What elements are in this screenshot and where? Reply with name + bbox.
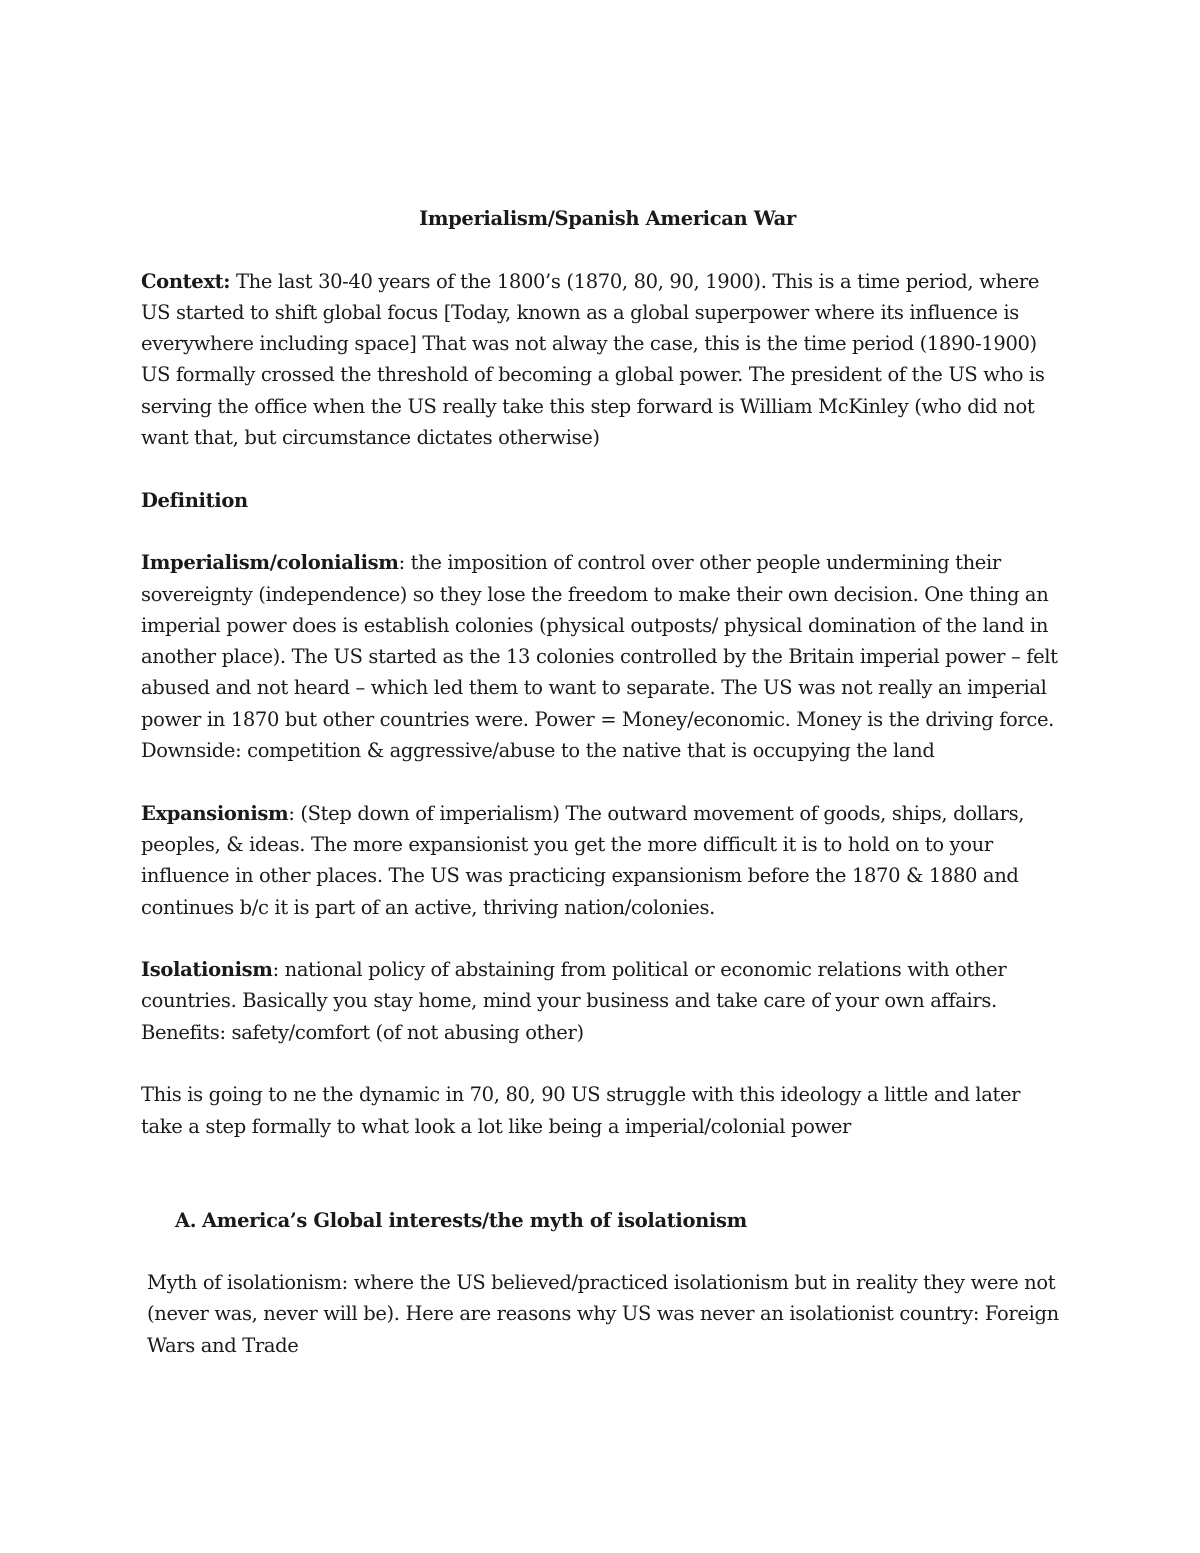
document-title: Imperialism/Spanish American War (419, 207, 796, 230)
isolationism-definition: : national policy of abstaining from political or economic relations with other countries. Basically you stay home, mind your business and take care of your own affairs. Benefits: safety/comfort (of not abusing other) (141, 958, 1007, 1044)
isolationism-term: Isolationism (141, 958, 273, 982)
section-a-title: America’s Global interests/the myth of isolationism (202, 1208, 747, 1232)
section-a-heading (141, 1205, 1066, 1236)
myth-paragraph: Myth of isolationism: where the US believed/practiced isolationism but in reality they were not (never was, never will be). Here are reasons why US was never an isolationist country: Foreign Wars and Trade (147, 1271, 1059, 1357)
context-label: Context: (141, 269, 231, 293)
dynamic-paragraph: This is going to ne the dynamic in 70, 80, 90 US struggle with this ideology a little and later take a step formally to what look a lot like being a imperial/colonial power (141, 1083, 1021, 1138)
context-text: The last 30-40 years of the 1800’s (1870, 80, 90, 1900). This is a time period, where US started to shift global focus [Today, known as a global superpower where its influence is everywhere including space] That was not alway the case, this is the time period (1890-1900) US formally crossed the threshold of becoming a global power. The president of the US who is serving the office when the US really take this step forward is William McKinley (who did not want that, but circumstance dictates otherwise) (141, 269, 1045, 450)
imperialism-paragraph (141, 547, 1066, 766)
section-spacer (141, 1173, 1066, 1204)
imperialism-definition: : the imposition of control over other people undermining their sovereignty (independence) so they lose the freedom to make their own decision. One thing an imperial power does is establish colonies (physical outposts/ physical domination of the land in another place). The US started as the 13 colonies controlled by the Britain imperial power – felt abused and not heard – which led them to want to separate. The US was not really an imperial power in 1870 but other countries were. Power = Money/economic. Money is the driving force. Downside: competition & aggressive/abuse to the native that is occupying the land (141, 551, 1058, 763)
imperialism-term: Imperialism/colonialism (141, 551, 399, 575)
context-paragraph (141, 266, 1066, 454)
isolationism-paragraph (141, 954, 1066, 1048)
definition-heading: Definition (141, 488, 248, 512)
expansionism-paragraph (141, 798, 1066, 923)
expansionism-definition: : (Step down of imperialism) The outward movement of goods, ships, dollars, peoples, & ideas. The more expansionist you get the more difficult it is to hold on to your influence in other places. The US was practicing expansionism before the 1870 & 1880 and continues b/c it is part of an active, thriving nation/colonies. (141, 801, 1025, 919)
document-page (141, 203, 1066, 1392)
expansionism-term: Expansionism (141, 801, 289, 825)
section-a-letter: A. (175, 1208, 197, 1232)
